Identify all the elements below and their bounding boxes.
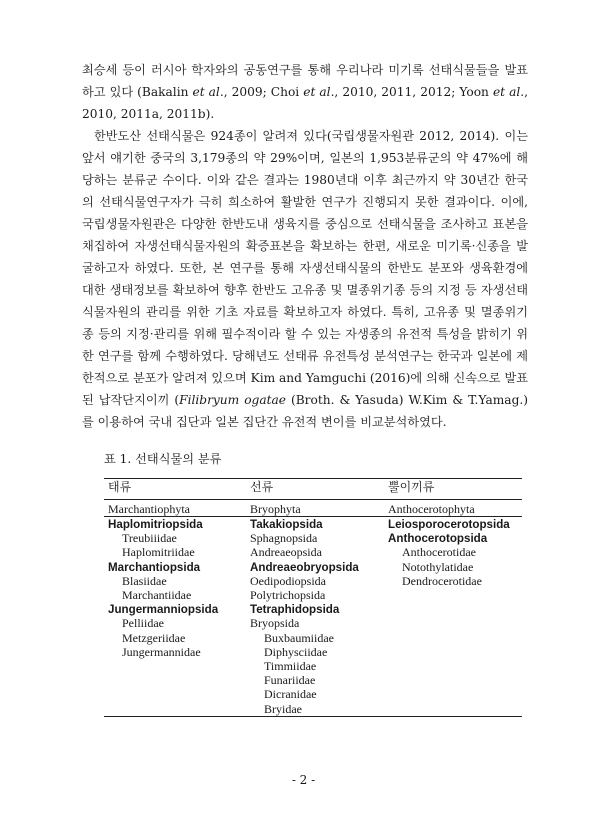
text-run: (Broth. & Yasuda) W.Kim & T.Yamag.)를 이용하여 국내 집단과 일본 집단간 유전적 변이를 비교분석하였다. xyxy=(82,393,529,429)
taxon-subclass: Marchantiidae xyxy=(122,588,192,602)
taxon-class: Marchantiopsida xyxy=(108,560,201,574)
taxon-subclass: Oedipodiopsida xyxy=(250,573,326,588)
taxon-subclass: Blasiidae xyxy=(122,573,167,588)
taxon-subclass: Bryopsida xyxy=(250,616,300,631)
header-liverworts: 태류 xyxy=(108,480,132,494)
taxon-subclass: Jungermannidae xyxy=(122,644,201,659)
taxon-class: Andreaeobryopsida xyxy=(250,560,359,574)
taxon-subclass: Metzgeriidae xyxy=(122,630,186,645)
text-run-italic: et al xyxy=(303,85,331,99)
header-hornworts: 뿔이끼류 xyxy=(388,480,435,494)
table-bottom-rule xyxy=(104,716,522,717)
phylum-anthocerotophyta: Anthocerotophyta xyxy=(388,502,475,516)
species-name-italic: Filibryum ogatae xyxy=(179,393,286,407)
phylum-marchantiophyta: Marchantiophyta xyxy=(108,502,190,516)
table-top-rule xyxy=(104,478,522,479)
body-paragraph-2 xyxy=(82,125,528,433)
header-rule xyxy=(104,499,522,500)
taxon-subclass: Polytrichopsida xyxy=(250,588,326,602)
taxon-subclass: Bryidae xyxy=(264,701,302,716)
text-run: 최승세 등이 러시아 학자와의 공동연구를 통해 우리나라 미기록 선태식물들을 발표하고 있다 (Bakalin xyxy=(82,63,528,99)
taxon-subclass: Dicranidae xyxy=(264,687,317,702)
table-caption: 표 1. 선태식물의 분류 xyxy=(104,452,222,466)
phylum-bryophyta: Bryophyta xyxy=(250,502,301,516)
taxon-subclass: Anthocerotidae xyxy=(402,545,476,560)
taxon-class: Jungermanniopsida xyxy=(108,603,219,617)
taxon-subclass: Timmiidae xyxy=(264,659,317,673)
text-run: ., 2009; Choi xyxy=(219,85,304,99)
taxon-subclass: Buxbaumiidae xyxy=(264,630,334,645)
text-run: ., 2010, 2011, 2012; Yoon xyxy=(330,85,493,99)
taxon-subclass: Treubiiidae xyxy=(122,531,177,546)
intro-paragraph-1 xyxy=(82,59,528,125)
taxon-subclass: Pelliidae xyxy=(122,616,164,631)
text-run: ., 2010, 2011a, 2011b). xyxy=(82,85,529,121)
taxon-class: Takakiopsida xyxy=(250,518,323,531)
taxon-class: Anthocerotopsida xyxy=(388,532,488,546)
text-run-italic: et al xyxy=(492,85,521,99)
taxon-subclass: Dendrocerotidae xyxy=(402,573,482,588)
taxon-subclass: Andreaeopsida xyxy=(250,545,322,560)
text-run-italic: et al xyxy=(192,85,220,99)
taxon-subclass: Diphysciidae xyxy=(264,644,328,659)
taxon-class: Leiosporocerotopsida xyxy=(388,518,510,531)
text-run: 한반도산 선태식물은 924종이 알려져 있다(국립생물자원관 2012, 2014). 이는 앞서 얘기한 중국의 3,179종의 약 29%이며, 일본의 1,953분류군의 약 47%에 해당하는 분류군 수이다. 이와 같은 결과는 1980년대 이후 최근까지 약 30년간 한국의 선태식물연구자가 극히 희소하여 활발한 연구가 진행되지 못한 결과이다. 이에, 국립생물자원관은 다양한 한반도내 생육지를 중심으로 선태식물을 조사하고 표본을 채집하여 자생선태식물자원의 확증표본을 확보하는 한편, 새로운 미기록·신종을 발굴하고자 하였다. 또한, 본 연구를 통해 자생선태식물의 한반도 분포와 생육환경에 대한 생태정보를 확보하여 향후 한반도 고유종 및 멸종위기종 등의 지정 등 자생선태식물자원의 관리를 위한 기초 자료를 확보하고자 하였다. 특히, 고유종 및 멸종위기종 등의 지정·관리를 위해 필수적이라 할 수 있는 자생종의 유전적 특성을 밝히기 위한 연구를 함께 수행하였다. 당해년도 선태류 유전특성 분석연구는 한국과 일본에 제한적으로 분포가 알려져 있으며 Kim and Yamguchi (2016)에 의해 신속으로 발표된 납작단지이끼 ( xyxy=(82,129,528,407)
taxon-subclass: Sphagnopsida xyxy=(250,531,318,546)
taxon-subclass: Funariidae xyxy=(264,673,316,688)
taxon-subclass: Notothylatidae xyxy=(402,559,474,574)
taxon-subclass: Haplomitriidae xyxy=(122,545,195,560)
page-number: - 2 - xyxy=(291,773,316,787)
taxon-class: Tetraphidopsida xyxy=(250,603,340,617)
taxon-class: Haplomitriopsida xyxy=(108,518,203,531)
header-mosses: 선류 xyxy=(250,480,274,494)
